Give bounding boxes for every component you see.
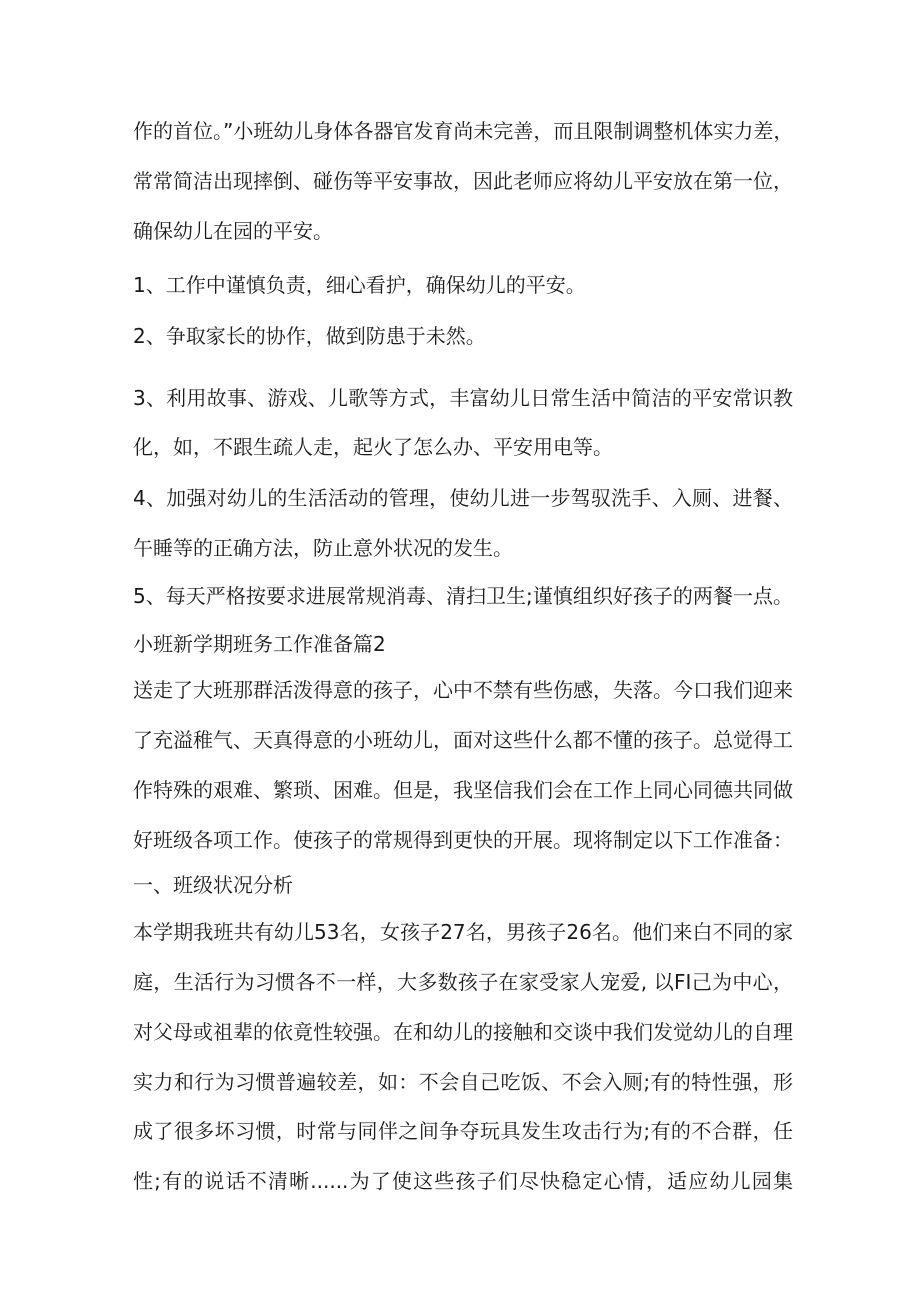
- text-line: 化，如，不跟生疏人走，起火了怎么办、平安用电等。: [133, 435, 613, 459]
- text-line: 实力和行为习惯普遍较差，如：不会自己吃饭、不会入厕;有的特性强，形: [133, 1070, 793, 1094]
- list-item: 4、加强对幼儿的生活活动的管理，使幼儿进一步驾驭洗手、入厕、进餐、: [133, 486, 793, 510]
- text-line: 对父母或祖辈的依竟性较强。在和幼儿的接触和交谈中我们发觉幼儿的自理: [133, 1020, 793, 1044]
- text-line: 性;有的说话不清晰......为了使这些孩子们尽快稳定心情，适应幼儿园集: [133, 1169, 793, 1193]
- list-item: 1、工作中谨慎负责，细心看护，确保幼儿的平安。: [133, 273, 586, 297]
- section-heading: 小班新学期班务工作准备篇2: [133, 632, 386, 656]
- text-line: 庭，生活行为习惯各不一样，大多数孩子在家受家人宠爱, 以FI己为中心，: [133, 970, 793, 994]
- text-line: 午睡等的正确方法，防止意外状况的发生。: [133, 536, 513, 560]
- list-item: 3、利用故事、游戏、儿歌等方式，丰富幼儿日常生活中简洁的平安常识教: [133, 386, 793, 410]
- text-line: 常常简洁出现摔倒、碰伤等平安事故，因此老师应将幼儿平安放在第一位，: [133, 169, 793, 193]
- text-line: 作的首位。”小班幼儿身体各器官发育尚未完善，而且限制调整机体实力差，: [133, 119, 794, 143]
- text-line: 确保幼儿在园的平安。: [133, 219, 333, 243]
- text-line: 好班级各项工作。使孩子的常规得到更快的开展。现将制定以下工作准备：: [133, 828, 793, 852]
- list-item: 5、每天严格按要求进展常规消毒、清扫卫生;谨慎组织好孩子的两餐一点。: [133, 584, 793, 608]
- text-line: 送走了大班那群活泼得意的孩子，心中不禁有些伤感，失落。今口我们迎来: [133, 678, 793, 702]
- section-heading: 一、班级状况分析: [133, 873, 293, 897]
- text-line: 成了很多坏习惯，时常与同伴之间争夺玩具发生攻击行为;有的不合群，任: [133, 1119, 793, 1143]
- text-line: 本学期我班共有幼儿53名，女孩子27名，男孩子26名。他们来白不同的家: [133, 920, 793, 944]
- list-item: 2、争取家长的协作，做到防患于未然。: [133, 324, 486, 348]
- text-line: 作特殊的艰难、繁琐、困难。但是，我坚信我们会在工作上同心同德共同做: [133, 778, 793, 802]
- text-line: 了充溢稚气、天真得意的小班幼儿，面对这些什么都不懂的孩子。总觉得工: [133, 728, 793, 752]
